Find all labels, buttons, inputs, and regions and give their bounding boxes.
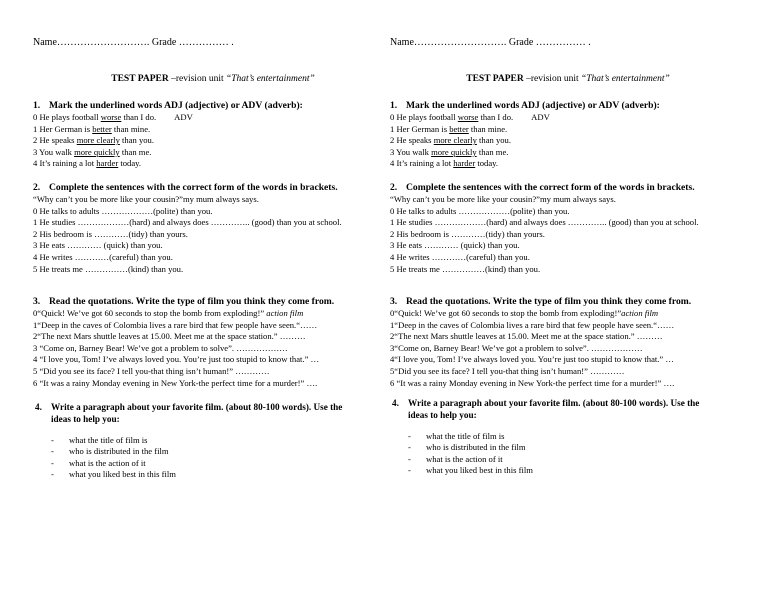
question-2	[390, 182, 760, 275]
question-1-example: 0 He plays football worse than I do. ADV	[390, 112, 550, 122]
list-item: 4 He writes …………(careful) than you.	[33, 251, 173, 262]
question-3	[390, 296, 760, 389]
list-item: 5 “Did you see its face? I tell you-that thing isn’t human!” …………	[33, 365, 270, 376]
title-mid: –revision unit	[523, 74, 581, 84]
paper-title	[388, 74, 748, 86]
list-item: 0 He talks to adults ………………(polite) than you.	[33, 205, 213, 216]
example-answer: action film	[266, 308, 304, 318]
question-1	[390, 100, 760, 170]
question-3-heading: 3. Read the quotations. Write the type of film you think they come from.	[33, 296, 335, 307]
question-4	[33, 402, 403, 481]
list-item: - who is distributed in the film	[408, 442, 526, 453]
question-4-heading: 4. Write a paragraph about your favorite film. (about 80-100 words). Use the ideas to help you:	[392, 398, 700, 420]
list-item: 2 He speaks more clearly than you.	[33, 135, 155, 146]
list-item: 3 He eats ………… (quick) than you.	[390, 240, 520, 251]
list-item: - what the title of film is	[51, 434, 148, 445]
list-item: - who is distributed in the film	[51, 446, 169, 457]
list-item: - what the title of film is	[408, 430, 505, 441]
list-item: 1 Her German is better than mine.	[390, 123, 508, 134]
list-item: 5 He treats me ……………(kind) than you.	[33, 263, 184, 274]
list-item: 0 He talks to adults ………………(polite) than you.	[390, 205, 570, 216]
list-item: 1“Deep in the caves of Colombia lives a rare bird that few people have seen.“……	[390, 319, 675, 330]
list-item: 4“I love you, Tom! I’ve always loved you. You’re just too stupid to know that.” …	[390, 354, 674, 365]
question-1	[33, 100, 403, 170]
title-bold: TEST PAPER	[111, 74, 169, 84]
list-item: 2 He speaks more clearly than you.	[390, 135, 512, 146]
title-italic: “That’s entertainment”	[225, 74, 315, 84]
list-item: 1 He studies ………………(hard) and always does ………….. (good) than you at school.	[390, 217, 699, 228]
title-bold: TEST PAPER	[466, 74, 524, 84]
list-item: 1 He studies ………………(hard) and always does ………….. (good) than you at school.	[33, 217, 342, 228]
ideas-list	[33, 435, 403, 481]
question-3	[33, 296, 403, 389]
question-2	[33, 182, 403, 275]
name-grade-line: Name………………………. Grade …………… .	[33, 37, 234, 48]
list-item: - what is the action of it	[408, 453, 503, 464]
list-item: 2 His bedroom is …………(tidy) than yours.	[390, 228, 545, 239]
question-3-example: 0“Quick! We’ve got 60 seconds to stop the bomb from exploding!” action film	[33, 308, 304, 318]
question-1-example: 0 He plays football worse than I do. ADV	[33, 112, 193, 122]
list-item: 5 He treats me ……………(kind) than you.	[390, 263, 541, 274]
list-item: “Why can’t you be more like your cousin?”my mum always says.	[390, 194, 616, 204]
list-item: 3 You walk more quickly than me.	[33, 146, 152, 157]
list-item: 2“The next Mars shuttle leaves at 15.00. Meet me at the space station.” ………	[390, 331, 663, 342]
ideas-list	[390, 431, 760, 477]
question-1-heading: 1. Mark the underlined words ADJ (adjective) or ADV (adverb):	[33, 100, 303, 111]
list-item: 2“The next Mars shuttle leaves at 15.00. Meet me at the space station.” ………	[33, 331, 306, 342]
example-answer: action film	[621, 308, 659, 318]
list-item: 3 He eats ………… (quick) than you.	[33, 240, 163, 251]
list-item: - what you liked best in this film	[408, 465, 533, 476]
list-item: “Why can’t you be more like your cousin?”my mum always says.	[33, 194, 259, 204]
list-item: 3 “Come on, Barney Bear! We’ve got a problem to solve”. ………………	[33, 342, 288, 353]
list-item: 1 Her German is better than mine.	[33, 123, 151, 134]
list-item: 2 His bedroom is …………(tidy) than yours.	[33, 228, 188, 239]
name-grade-line: Name………………………. Grade …………… .	[390, 37, 591, 48]
title-mid: –revision unit	[168, 74, 226, 84]
list-item: - what you liked best in this film	[51, 469, 176, 480]
list-item: 4 He writes …………(careful) than you.	[390, 251, 530, 262]
question-4	[390, 398, 760, 477]
list-item: - what is the action of it	[51, 457, 146, 468]
list-item: 3“Come on, Barney Bear! We’ve got a problem to solve”. ………………	[390, 342, 643, 353]
question-2-heading: 2. Complete the sentences with the correct form of the words in brackets.	[33, 182, 338, 193]
list-item: 3 You walk more quickly than me.	[390, 146, 509, 157]
list-item: 4 It’s raining a lot harder today.	[33, 158, 142, 169]
title-italic: “That’s entertainment”	[580, 74, 670, 84]
list-item: 5“Did you see its face? I tell you-that thing isn’t human!” …………	[390, 365, 625, 376]
list-item: 6 “It was a rainy Monday evening in New York-the perfect time for a murder!” ….	[390, 377, 675, 388]
list-item: 1“Deep in the caves of Colombia lives a rare bird that few people have seen.“……	[33, 319, 318, 330]
example-answer: ADV	[531, 112, 550, 122]
example-answer: ADV	[174, 112, 193, 122]
paper-title	[33, 74, 393, 86]
question-4-heading: 4. Write a paragraph about your favorite film. (about 80-100 words). Use the ideas to help you:	[35, 402, 343, 424]
question-3-example: 0“Quick! We’ve got 60 seconds to stop the bomb from exploding!”action film	[390, 308, 659, 318]
list-item: 4 It’s raining a lot harder today.	[390, 158, 499, 169]
list-item: 6 “It was a rainy Monday evening in New York-the perfect time for a murder!” ….	[33, 377, 318, 388]
question-1-heading: 1. Mark the underlined words ADJ (adjective) or ADV (adverb):	[390, 100, 660, 111]
question-2-heading: 2. Complete the sentences with the correct form of the words in brackets.	[390, 182, 695, 193]
question-3-heading: 3. Read the quotations. Write the type of film you think they come from.	[390, 296, 692, 307]
list-item: 4 “I love you, Tom! I’ve always loved you. You’re just too stupid to know that.” …	[33, 354, 320, 365]
